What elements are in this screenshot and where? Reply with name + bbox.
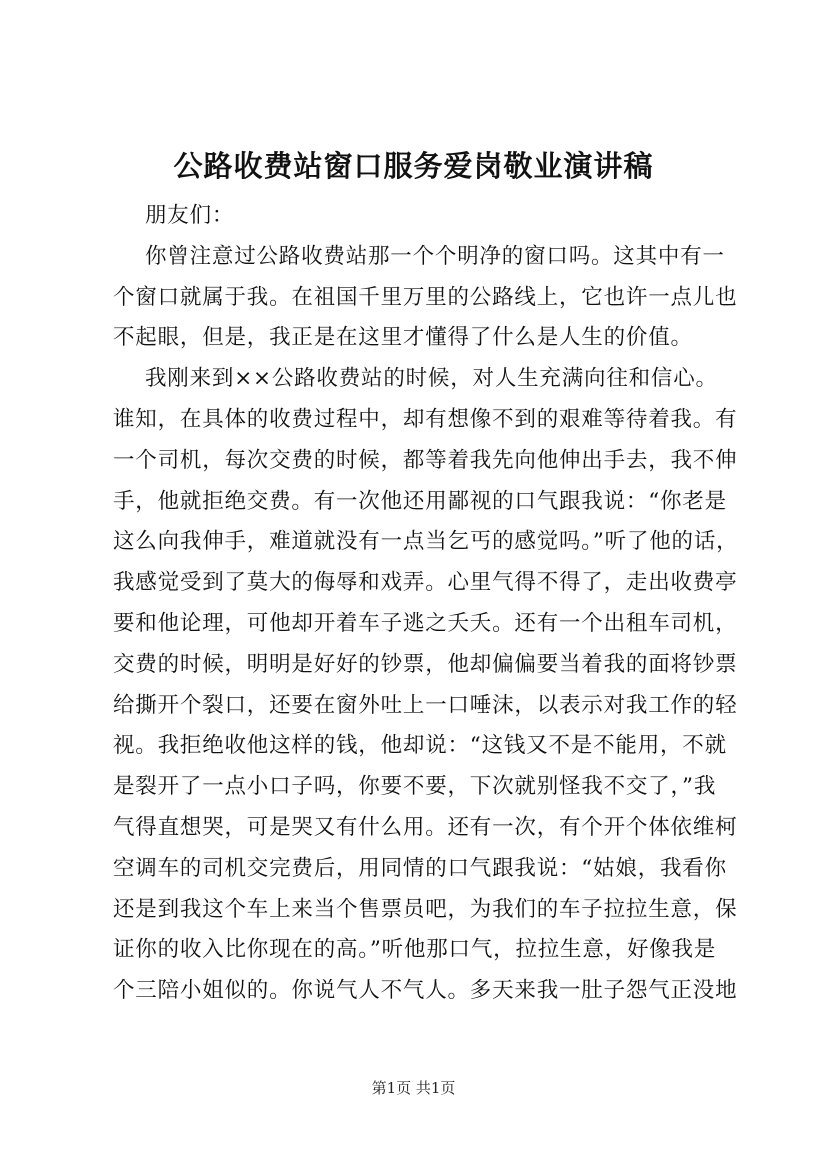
paragraph-line: 证你的收入比你现在的高。”听他那口气，拉拉生意，好像我是 xyxy=(113,937,717,963)
paragraph-line: 是裂开了一点小口子吗，你要不要，下次就别怪我不交了，”我 xyxy=(113,774,717,800)
paragraph-line: 不起眼，但是，我正是在这里才懂得了什么是人生的价值。 xyxy=(113,325,693,351)
paragraph-line: 气得直想哭，可是哭又有什么用。还有一次，有个开个体依维柯 xyxy=(113,814,738,840)
paragraph-line: 你曾注意过公路收费站那一个个明净的窗口吗。这其中有一 xyxy=(145,243,725,269)
paragraph-line: 手，他就拒绝交费。有一次他还用鄙视的口气跟我说：“你老是 xyxy=(113,488,727,514)
document-body xyxy=(113,196,739,1012)
paragraph-line: 空调车的司机交完费后，用同情的口气跟我说：“姑娘，我看你 xyxy=(113,855,727,881)
page-number-footer: 第1页 共1页 xyxy=(371,1079,456,1097)
greeting-line: 朋友们： xyxy=(145,203,235,228)
document-title: 公路收费站窗口服务爱岗敬业演讲稿 xyxy=(173,149,654,183)
paragraph-line: 还是到我这个车上来当个售票员吧，为我们的车子拉拉生意，保 xyxy=(113,896,738,922)
paragraph-line: 一个司机，每次交费的时候，都等着我先向他伸出手去，我不伸 xyxy=(113,447,738,473)
paragraph-line: 要和他论理，可他却开着车子逃之夭夭。还有一个出租车司机， xyxy=(113,610,738,636)
paragraph-line: 谁知，在具体的收费过程中，却有想像不到的艰难等待着我。有 xyxy=(113,406,738,432)
paragraph-line: 个三陪小姐似的。你说气人不气人。多天来我一肚子怨气正没地 xyxy=(113,978,738,1004)
paragraph-line: 我感觉受到了莫大的侮辱和戏弄。心里气得不得了，走出收费亭 xyxy=(113,570,738,596)
paragraph-line: 个窗口就属于我。在祖国千里万里的公路线上，它也许一点儿也 xyxy=(113,284,738,310)
paragraph-line: 交费的时候，明明是好好的钞票，他却偏偏要当着我的面将钞票 xyxy=(113,651,738,677)
paragraph-line: 这么向我伸手，难道就没有一点当乞丐的感觉吗。”听了他的话， xyxy=(113,529,739,555)
paragraph-line: 视。我拒绝收他这样的钱，他却说：“这钱又不是不能用，不就 xyxy=(113,733,727,759)
paragraph-line: 我刚来到××公路收费站的时候，对人生充满向往和信心。 xyxy=(145,366,718,392)
paragraph-line: 给撕开个裂口，还要在窗外吐上一口唾沫，以表示对我工作的轻 xyxy=(113,692,738,718)
